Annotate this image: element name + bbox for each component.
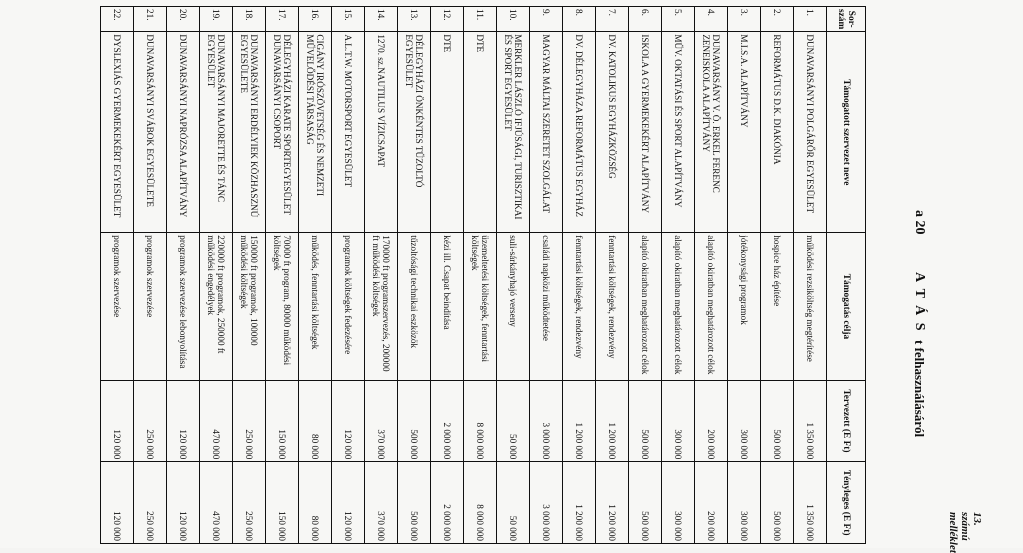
row-serial-cell: 17. [266,7,299,32]
page-subtitle-fragment: t felhasználásáról [912,340,927,438]
table-row [464,7,497,544]
row-serial-cell: 22. [101,7,134,32]
row-actual-cell: 370 000 [365,462,398,544]
col-header-serial: Sor-szám [827,7,866,32]
row-organization-cell: DTE [464,32,497,233]
row-planned-cell: 150 000 [266,380,299,462]
row-planned-cell: 120 000 [332,380,365,462]
row-serial-cell: 18. [233,7,266,32]
row-actual-cell: 500 000 [761,462,794,544]
row-planned-cell: 370 000 [365,380,398,462]
row-organization-cell: DV. KATOLIKUS EGYHÁZKÖZSÉG [596,32,629,233]
row-actual-cell: 1 200 000 [563,462,596,544]
row-actual-cell: 300 000 [728,462,761,544]
row-planned-cell: 250 000 [134,380,167,462]
table-row [596,7,629,544]
row-planned-cell: 8 000 000 [464,380,497,462]
row-actual-cell: 2 000 000 [431,462,464,544]
row-planned-cell: 250 000 [233,380,266,462]
col-header-actual: Tényleges (E Ft) [827,462,866,544]
row-purpose-cell: családi napközi működtetése [530,233,563,380]
row-actual-cell: 300 000 [662,462,695,544]
row-planned-cell: 120 000 [101,380,134,462]
row-organization-cell: DTE [431,32,464,233]
row-serial-cell: 2. [761,7,794,32]
row-planned-cell: 300 000 [728,380,761,462]
row-purpose-cell: fenntartási költségek, rendezvény [596,233,629,380]
table-row [398,7,431,544]
table-row [530,7,563,544]
row-serial-cell: 10. [497,7,530,32]
table-row [101,7,134,544]
page-number: a 20 [912,210,927,235]
row-serial-cell: 12. [431,7,464,32]
row-organization-cell: DUNAVARSÁNYI POLGÁRŐR EGYESÜLET [794,32,827,233]
row-planned-cell: 1 200 000 [563,380,596,462]
table-body [101,7,827,544]
row-organization-cell: REFORMÁTUS D.K. DIAKÓNIA [761,32,794,233]
row-actual-cell: 8 000 000 [464,462,497,544]
page-header [873,0,1023,553]
row-actual-cell: 500 000 [629,462,662,544]
table-row [497,7,530,544]
row-purpose-cell: programok szervezése lebonyolítása [167,233,200,380]
row-planned-cell: 1 350 000 [794,380,827,462]
table-row [233,7,266,544]
row-purpose-cell: alapító okiratban meghatározott célok [695,233,728,380]
row-purpose-cell: működési rezsiköltség megtérítése [794,233,827,380]
row-serial-cell: 21. [134,7,167,32]
row-actual-cell: 80 000 [299,462,332,544]
row-organization-cell: MAGYAR MÁLTAI SZERETET SZOLGÁLAT [530,32,563,233]
row-planned-cell: 1 200 000 [596,380,629,462]
grant-table [100,6,866,544]
table-row [662,7,695,544]
row-purpose-cell: alapító okiratban meghatározott célok [629,233,662,380]
row-purpose-cell: fenntartási költségek, rendezvény [563,233,596,380]
row-actual-cell: 50 000 [497,462,530,544]
row-planned-cell: 470 000 [200,380,233,462]
row-actual-cell: 150 000 [266,462,299,544]
table-row [761,7,794,544]
row-purpose-cell: működés, fenntartási költségek [299,233,332,380]
row-planned-cell: 2 000 000 [431,380,464,462]
row-serial-cell: 16. [299,7,332,32]
row-purpose-cell: tűzoltósági technikai eszközök [398,233,431,380]
row-planned-cell: 500 000 [761,380,794,462]
row-serial-cell: 19. [200,7,233,32]
row-planned-cell: 200 000 [695,380,728,462]
row-serial-cell: 15. [332,7,365,32]
row-serial-cell: 3. [728,7,761,32]
row-serial-cell: 7. [596,7,629,32]
row-purpose-cell: jótékonysági programok [728,233,761,380]
table-row [728,7,761,544]
row-organization-cell: DUNAVARSÁNYI NAPRÓZSA ALAPÍTVÁNY [167,32,200,233]
row-actual-cell: 250 000 [233,462,266,544]
row-planned-cell: 500 000 [398,380,431,462]
col-header-purpose: Támogatás célja [827,233,866,380]
table-row [200,7,233,544]
row-purpose-cell: 170000 ft programszervezés, 200000 ft működési költségek [365,233,398,380]
row-organization-cell: DUNAVARSÁNYI MAJORETTE ÉS TÁNC EGYESÜLET [200,32,233,233]
table-row [365,7,398,544]
row-actual-cell: 3 000 000 [530,462,563,544]
row-serial-cell: 4. [695,7,728,32]
row-organization-cell: DV. DÉLEGYHÁZA REFORMÁTUS EGYHÁZ [563,32,596,233]
row-serial-cell: 5. [662,7,695,32]
table-row [134,7,167,544]
row-organization-cell: CIGÁNY IRÓSZÖVETSÉG ÉS NEMZETI MŰVELŐDÉSI TÁRSASÁG [299,32,332,233]
annex-label: 13. számú melléklet [947,512,983,553]
row-purpose-cell: kézi ill. Csapat beindítása [431,233,464,380]
col-header-planned: Tervezett (E Ft) [827,380,866,462]
table-row [332,7,365,544]
row-serial-cell: 8. [563,7,596,32]
row-organization-cell: DÉLEGYHÁZI ÖNKÉNTES TŰZOLTÓ EGYESÜLET [398,32,431,233]
row-planned-cell: 3 000 000 [530,380,563,462]
table-row [563,7,596,544]
table-row [266,7,299,544]
row-organization-cell: MERKLER LÁSZLÓ IFJÚSÁGI, TURISZTIKAI ÉS SPORT EGYESÜLET [497,32,530,233]
row-organization-cell: DUNAVARSÁNYI SVÁBOK EGYESÜLETE [134,32,167,233]
row-organization-cell: M.I.S.A. ALAPÍTVÁNY [728,32,761,233]
row-purpose-cell: suli-sárkányhajó verseny [497,233,530,380]
row-planned-cell: 80 000 [299,380,332,462]
row-purpose-cell: programok szervezése [134,233,167,380]
row-actual-cell: 1 350 000 [794,462,827,544]
row-serial-cell: 1. [794,7,827,32]
row-serial-cell: 6. [629,7,662,32]
row-planned-cell: 50 000 [497,380,530,462]
row-serial-cell: 14. [365,7,398,32]
table-row [299,7,332,544]
table-row [431,7,464,544]
row-organization-cell: DUNAVARSÁNY V. Ö. ERKEL FERENC ZENEISKOLA ALAPÍTVÁNY [695,32,728,233]
row-serial-cell: 20. [167,7,200,32]
table-row [629,7,662,544]
row-serial-cell: 13. [398,7,431,32]
row-planned-cell: 500 000 [629,380,662,462]
row-serial-cell: 11. [464,7,497,32]
row-planned-cell: 120 000 [167,380,200,462]
row-organization-cell: 1270. sz.NAUTILUS VÍZICSAPAT [365,32,398,233]
row-planned-cell: 300 000 [662,380,695,462]
row-purpose-cell: 220000 ft programok, 250000 ft működési engedélyek [200,233,233,380]
table-row [794,7,827,544]
row-organization-cell: A.L.T.W. MOTORSPORT EGYESÜLET [332,32,365,233]
row-purpose-cell: hospice ház építése [761,233,794,380]
row-actual-cell: 120 000 [101,462,134,544]
row-actual-cell: 1 200 000 [596,462,629,544]
row-purpose-cell: 150000 ft programok, 100000 működési költségek [233,233,266,380]
row-actual-cell: 250 000 [134,462,167,544]
row-actual-cell: 200 000 [695,462,728,544]
table-row [167,7,200,544]
row-actual-cell: 500 000 [398,462,431,544]
row-purpose-cell: 70000 ft program, 80000 működési költségek [266,233,299,380]
col-header-organization: Támogatott szervezet neve [827,32,866,233]
row-organization-cell: DYSLEXIÁS GYERMEKEKÉRT EGYESÜLET [101,32,134,233]
table-header-row [827,7,866,544]
row-actual-cell: 120 000 [167,462,200,544]
row-organization-cell: MŰV. OKTATÁSI ÉS SPORT ALAPÍTVÁNY [662,32,695,233]
table-row [695,7,728,544]
row-actual-cell: 120 000 [332,462,365,544]
row-organization-cell: DUNAVARSÁNYI ERDÉLYIEK KÖZHASZNÚ EGYESÜLETE [233,32,266,233]
row-actual-cell: 470 000 [200,462,233,544]
row-purpose-cell: alapító okiratban meghatározott célok [662,233,695,380]
row-purpose-cell: programok költségek fedezésére [332,233,365,380]
row-purpose-cell: programok szervezése [101,233,134,380]
row-organization-cell: ISKOLA A GYERMEKEKÉRT ALAPÍTVÁNY [629,32,662,233]
row-organization-cell: DÉLEGYHÁZI KARATE SPORTEGYESÜLET DUNAVARSÁNYI CSOPORT [266,32,299,233]
row-purpose-cell: üzemeltetési költségek, fenntartási költségek [464,233,497,380]
row-serial-cell: 9. [530,7,563,32]
page-title-fragment: A T Á S [912,272,927,333]
